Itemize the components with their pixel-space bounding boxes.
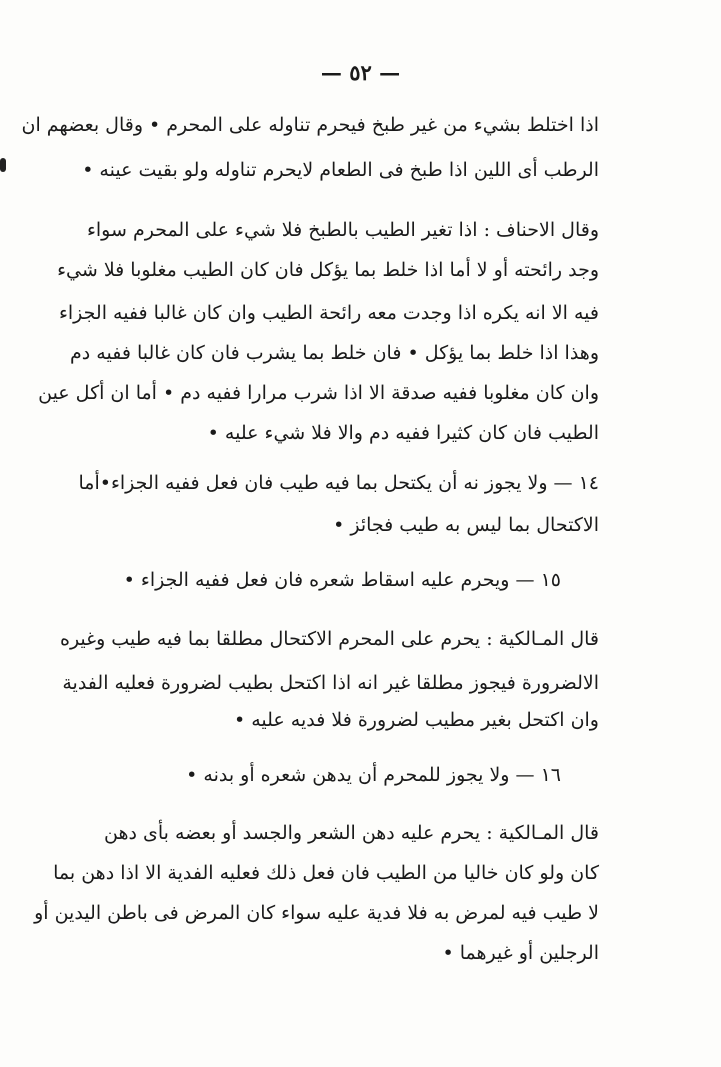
text-line: الالضرورة فيجوز مطلقا غير انه اذا اكتحل بطيب لضرورة فعليه الفدية bbox=[62, 672, 599, 694]
text-line: فيه الا انه يكره اذا وجدت معه رائحة الطيب وان كان غالبا ففيه الجزاء bbox=[58, 302, 599, 324]
text-line: ١٤ — ولا يجوز نه أن يكتحل بما فيه طيب فان فعل ففيه الجزاء•أما bbox=[78, 472, 599, 494]
text-line: اذا اختلط بشيء من غير طبخ فيحرم تناوله على المحرم • وقال بعضهم ان bbox=[21, 114, 599, 136]
text-line: الاكتحال بما ليس به طيب فجائز • bbox=[333, 514, 599, 536]
text-line: وان كان مغلوبا ففيه صدقة الا اذا شرب مرارا ففيه دم • أما ان أكل عين bbox=[38, 382, 599, 404]
text-line: ١٦ — ولا يجوز للمحرم أن يدهن شعره أو بدنه • bbox=[186, 764, 561, 786]
text-line: ١٥ — ويحرم عليه اسقاط شعره فان فعل ففيه الجزاء • bbox=[123, 569, 561, 591]
text-line: وجد رائحته أو لا أما اذا خلط بما يؤكل فان كان الطيب مغلوبا فلا شيء bbox=[57, 259, 599, 281]
text-line: قال المـالكية : يحرم على المحرم الاكتحال مطلقا بما فيه طيب وغيره bbox=[59, 628, 599, 650]
text-line: قال المـالكية : يحرم عليه دهن الشعر والجسد أو بعضه بأى دهن bbox=[104, 822, 599, 844]
text-line: كان ولو كان خاليا من الطيب فان فعل ذلك فعليه الفدية الا اذا دهن بما bbox=[53, 862, 599, 884]
text-line: الطيب فان كان كثيرا ففيه دم والا فلا شيء عليه • bbox=[207, 422, 599, 444]
text-line: لا طيب فيه لمرض به فلا فدية عليه سواء كان المرض فى باطن اليدين أو bbox=[34, 902, 599, 924]
page-number: — ٥٢ — bbox=[320, 60, 401, 85]
text-line: الرطب أى اللين اذا طبخ فى الطعام لايحرم تناوله ولو بقيت عينه • bbox=[82, 159, 599, 181]
text-line: وان اكتحل بغير مطيب لضرورة فلا فديه عليه • bbox=[233, 709, 599, 731]
scan-speck bbox=[0, 158, 6, 172]
text-line: الرجلين أو غيرهما • bbox=[442, 942, 599, 964]
text-line: وهذا اذا خلط بما يؤكل • فان خلط بما يشرب فان كان غالبا ففيه دم bbox=[70, 342, 599, 364]
text-line: وقال الاحناف : اذا تغير الطيب بالطبخ فلا شيء على المحرم سواء bbox=[86, 219, 599, 241]
